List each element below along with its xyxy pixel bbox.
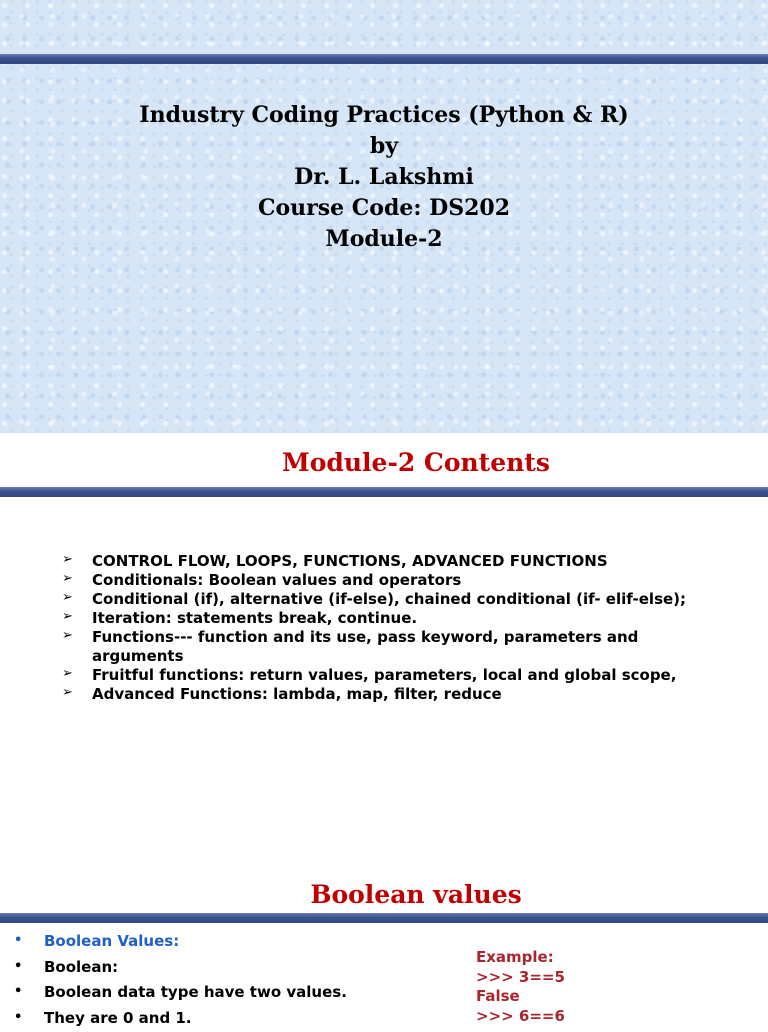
example-code: >>> 6==6 <box>476 1007 565 1027</box>
arrow-bullet-icon: ➢ <box>62 607 73 626</box>
list-item-text: Boolean: <box>44 958 118 976</box>
list-item <box>62 685 702 704</box>
course-title: Industry Coding Practices (Python & R) <box>0 100 768 131</box>
example-output: False <box>476 987 565 1007</box>
author-name: Dr. L. Lakshmi <box>0 162 768 193</box>
title-slide <box>0 0 768 433</box>
list-item-text: They are 0 and 1. <box>44 1009 192 1027</box>
boolean-list <box>14 930 347 1032</box>
list-item <box>62 552 702 571</box>
list-item <box>14 956 347 982</box>
arrow-bullet-icon: ➢ <box>62 550 73 569</box>
contents-list <box>62 552 702 704</box>
by-line: by <box>0 131 768 162</box>
arrow-bullet-icon: ➢ <box>62 569 73 588</box>
list-item-text: Boolean Values: <box>44 932 179 950</box>
list-item-text: Fruitful functions: return values, parameters, local and global scope, <box>92 666 676 684</box>
example-block <box>476 948 565 1026</box>
list-item-text: Advanced Functions: lambda, map, filter, reduce <box>92 685 502 703</box>
list-item <box>62 571 702 590</box>
dot-bullet-icon: • <box>14 1007 22 1029</box>
arrow-bullet-icon: ➢ <box>62 588 73 607</box>
example-code: >>> 3==5 <box>476 968 565 988</box>
header-bar <box>0 54 768 64</box>
arrow-bullet-icon: ➢ <box>62 664 73 683</box>
contents-bar <box>0 487 768 497</box>
arrow-bullet-icon: ➢ <box>62 683 73 702</box>
title-block <box>0 100 768 255</box>
course-code: Course Code: DS202 <box>0 193 768 224</box>
module-label: Module-2 <box>0 224 768 255</box>
dot-bullet-icon: • <box>14 930 22 952</box>
list-item-text: Iteration: statements break, continue. <box>92 609 417 627</box>
list-item-text: Conditional (if), alternative (if-else), chained conditional (if- elif-else); <box>92 590 686 608</box>
list-item-text: Boolean data type have two values. <box>44 983 347 1001</box>
arrow-bullet-icon: ➢ <box>62 626 73 645</box>
boolean-title: Boolean values <box>0 880 768 909</box>
dot-bullet-icon: • <box>14 981 22 1003</box>
list-item-text: Conditionals: Boolean values and operators <box>92 571 461 589</box>
list-item <box>62 590 702 609</box>
list-item <box>14 1007 347 1032</box>
list-item-text: CONTROL FLOW, LOOPS, FUNCTIONS, ADVANCED FUNCTIONS <box>92 552 608 570</box>
list-item-text: Functions--- function and its use, pass keyword, parameters and arguments <box>92 628 638 665</box>
list-item <box>62 628 702 666</box>
list-item <box>62 609 702 628</box>
dot-bullet-icon: • <box>14 956 22 978</box>
contents-title: Module-2 Contents <box>0 448 768 477</box>
list-item <box>14 930 347 956</box>
boolean-bar <box>0 913 768 923</box>
list-item <box>14 981 347 1007</box>
list-item <box>62 666 702 685</box>
example-label: Example: <box>476 948 565 968</box>
